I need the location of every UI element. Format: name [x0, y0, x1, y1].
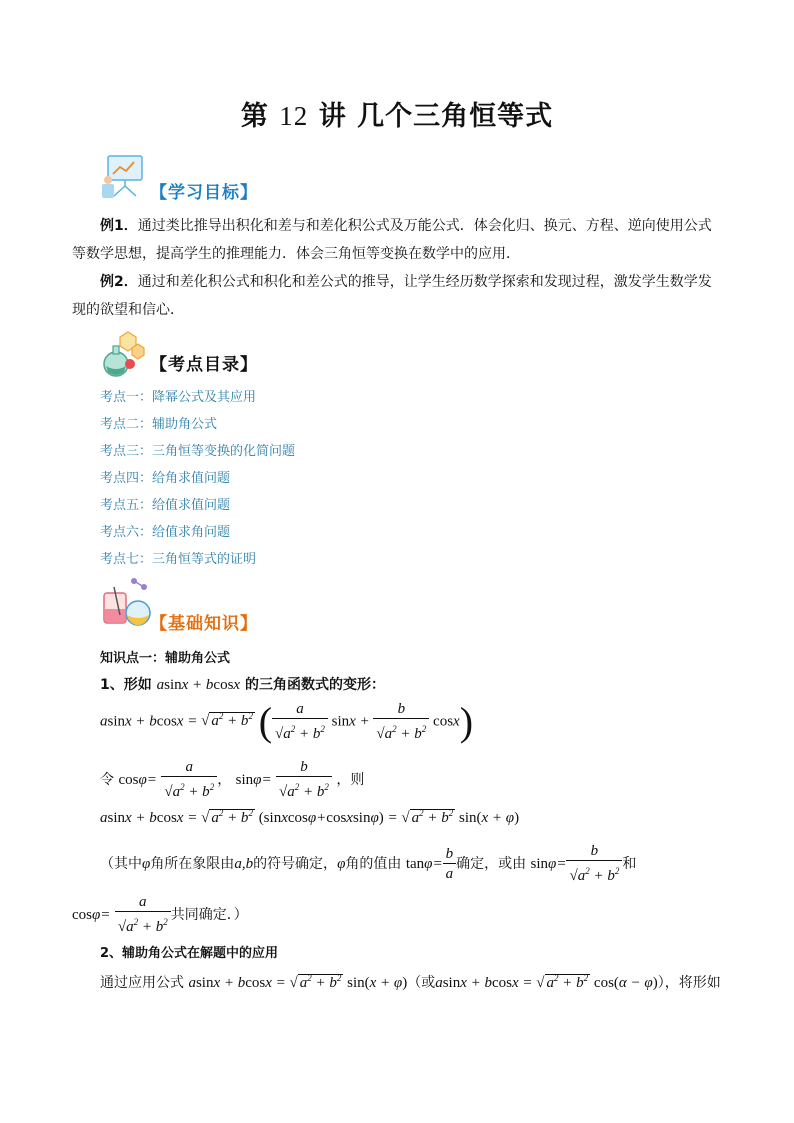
- note-and: 和: [622, 856, 637, 872]
- catalog-item-1[interactable]: 考点一：降幂公式及其应用: [100, 390, 257, 405]
- goal-label-1: 例1．: [100, 218, 138, 234]
- note-mid1: 角所在象限由: [150, 856, 235, 872]
- lab-beaker-icon: [100, 575, 154, 627]
- note-mid4: 确定，或由: [456, 856, 527, 872]
- presentation-board-icon: [100, 152, 154, 204]
- knowledge-item-1: [100, 674, 385, 694]
- then-word: ，则: [336, 772, 365, 788]
- chemistry-flask-icon: [100, 328, 154, 380]
- title-prefix: 第: [240, 101, 269, 132]
- catalog-list: [100, 384, 295, 573]
- title-number: 12: [279, 101, 309, 131]
- phi-cos-note: cosφ= $\frac{a}{√a^2 + b^2}$ 共同确定．）: [72, 894, 248, 935]
- catalog-item-5[interactable]: 考点五：给值求值问题: [100, 498, 231, 513]
- knowledge-item-2: 2、辅助角公式在解题中的应用: [100, 946, 279, 961]
- catalog-item-7[interactable]: 考点七：三角恒等式的证明: [100, 552, 257, 567]
- section-catalog-label: 【考点目录】: [150, 355, 258, 375]
- title-suffix: 讲 几个三角恒等式: [318, 101, 554, 132]
- section-catalog-header: [100, 328, 400, 380]
- note-open: （其中: [100, 856, 142, 872]
- goal-item-1: [72, 212, 722, 268]
- section-basics-label: 【基础知识】: [150, 614, 258, 634]
- knowledge-point-1: 知识点一：辅助角公式: [100, 651, 231, 666]
- item1-suffix: 的三角函数式的变形：: [244, 677, 385, 693]
- item2-text2: （或: [407, 975, 436, 991]
- note-mid2: 的符号确定，: [253, 856, 338, 872]
- goal-item-2: [72, 268, 722, 324]
- catalog-item-4[interactable]: 考点四：给角求值问题: [100, 471, 231, 486]
- catalog-item-6[interactable]: 考点六：给值求角问题: [100, 525, 231, 540]
- page-title: [0, 94, 794, 133]
- phi-quadrant-note: （其中φ角所在象限由a,b的符号确定，φ角的值由 tanφ= $\frac{b}{a}$ 确定，或由 sinφ= $\frac{b}{√a^2 + b^2}$ 和: [100, 843, 637, 884]
- goal-text-2: 通过和差化积公式和积化和差公式的推导，让学生经历数学探索和发现过程，激发学生数学发现的欲望和信心．: [72, 274, 712, 318]
- goal-text-1: 通过类比推导出积化和差与和差化积公式及万能公式．体会化归、换元、方程、逆向使用公式等数学思想，提高学生的推理能力．体会三角恒等变换在数学中的应用．: [72, 218, 712, 262]
- note-end: 共同确定．）: [170, 907, 248, 923]
- item2-application: 通过应用公式 asinx + bcosx = √ $a^2 + b^2$ sin(x + φ)（或asinx + bcosx = √ $a^2 + b^2$ cos(α − φ)），将形如: [100, 973, 721, 991]
- goal-label-2: 例2．: [100, 274, 138, 290]
- catalog-item-3[interactable]: 考点三：三角恒等变换的化简问题: [100, 444, 296, 459]
- let-phi-definition: 令 cosφ= $\frac{a}{√a^2 + b^2}$ ， sinφ= $\frac{b}{√a^2 + b^2}$ ，则: [100, 759, 365, 800]
- form-expression: asinx + bcosx: [156, 677, 241, 693]
- item1-prefix: 1、形如: [100, 677, 152, 693]
- let-word: 令: [100, 772, 114, 788]
- formula-auxiliary-expansion: asinx + bcosx = √ $a^2 + b^2$ ( $\frac{a}{√a^2 + b^2}$ sinx + $\frac{b}{√a^2 + b^2}$ cosx): [100, 699, 474, 744]
- note-mid3: 角的值由: [345, 856, 402, 872]
- formula-auxiliary-result: asinx + bcosx = √ $a^2 + b^2$ (sinxcosφ+cosxsinφ) = √ $a^2 + b^2$ sin(x + φ): [100, 808, 520, 826]
- item2-text1: 通过应用公式: [100, 975, 184, 991]
- item2-text3: ），将形如: [657, 975, 721, 991]
- section-goals-label: 【学习目标】: [150, 183, 258, 203]
- catalog-item-2[interactable]: 考点二：辅助角公式: [100, 417, 218, 432]
- section-basics-header: [100, 575, 400, 634]
- section-goals-header: [100, 152, 400, 204]
